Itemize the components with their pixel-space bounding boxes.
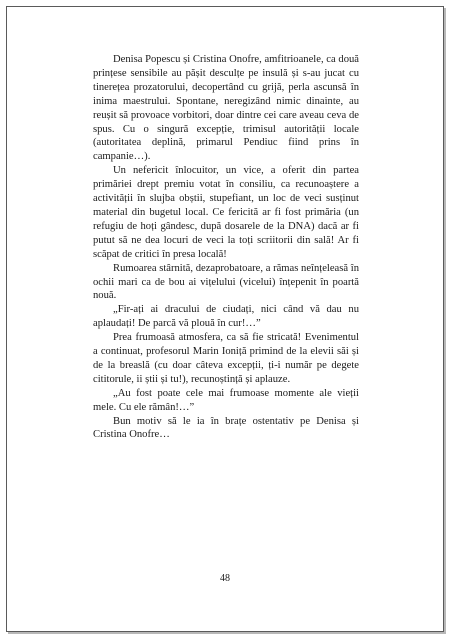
page-number: 48 [220, 573, 230, 584]
paragraph: Rumoarea stârnită, dezaprobatoare, a rămas neînțeleasă în ochii mari ca de bou ai vițelului (vicelui) înțepenit în poartă nouă. [93, 262, 359, 302]
paragraph: Un nefericit înlocuitor, un vice, a oferit din partea primăriei drept premiu votat în consiliu, ca recunoaștere a activității în slujba obștii, stupefiant, un loc de veci susținut material din bugetul local. Ce fericită ar fi fost primăria (un refugiu de hoți gândesc, după dosarele de la DNA) dacă ar fi putut să ne dea locuri de veci la toți scriitorii din sală! Ar fi scăpat de critici în presa locală! [93, 165, 359, 260]
paragraph: Bun motiv să le ia în brațe ostentativ pe Denisa și Cristina Onofre… [93, 415, 359, 441]
paragraph: „Fir-ați ai dracului de ciudați, nici când vă dau nu aplaudați! De parcă vă plouă în cur!…” [93, 304, 359, 330]
paragraph: „Au fost poate cele mai frumoase momente ale vieții mele. Cu ele rămân!…” [93, 387, 359, 413]
body-text [93, 53, 359, 442]
paragraph: Prea frumoasă atmosfera, ca să fie stricată! Evenimentul a continuat, profesorul Marin Ioniță primind de la elevii săi și de la breaslă (cu doar câteva excepții, ți-i număr pe degete cititorule, ii știi și tu!), recunoștință și aplauze. [93, 332, 359, 385]
paragraph: Denisa Popescu și Cristina Onofre, amfitrioanele, ca două prințese sensibile au pășit desculțe pe insulă și s-au jucat cu tinerețea prozatorului, decopertând cu grijă, perla ascunsă în inima maestrului. Spontane, neregizând nimic dinainte, au reușit să provoace vorbitori, doar dintre cei care aveau ceva de spus. Cu o singură excepție, trimisul autorității locale (autoritatea deplină, primarul Pendiuc fiind prins în campanie…). [93, 54, 359, 163]
document-page [6, 6, 444, 632]
